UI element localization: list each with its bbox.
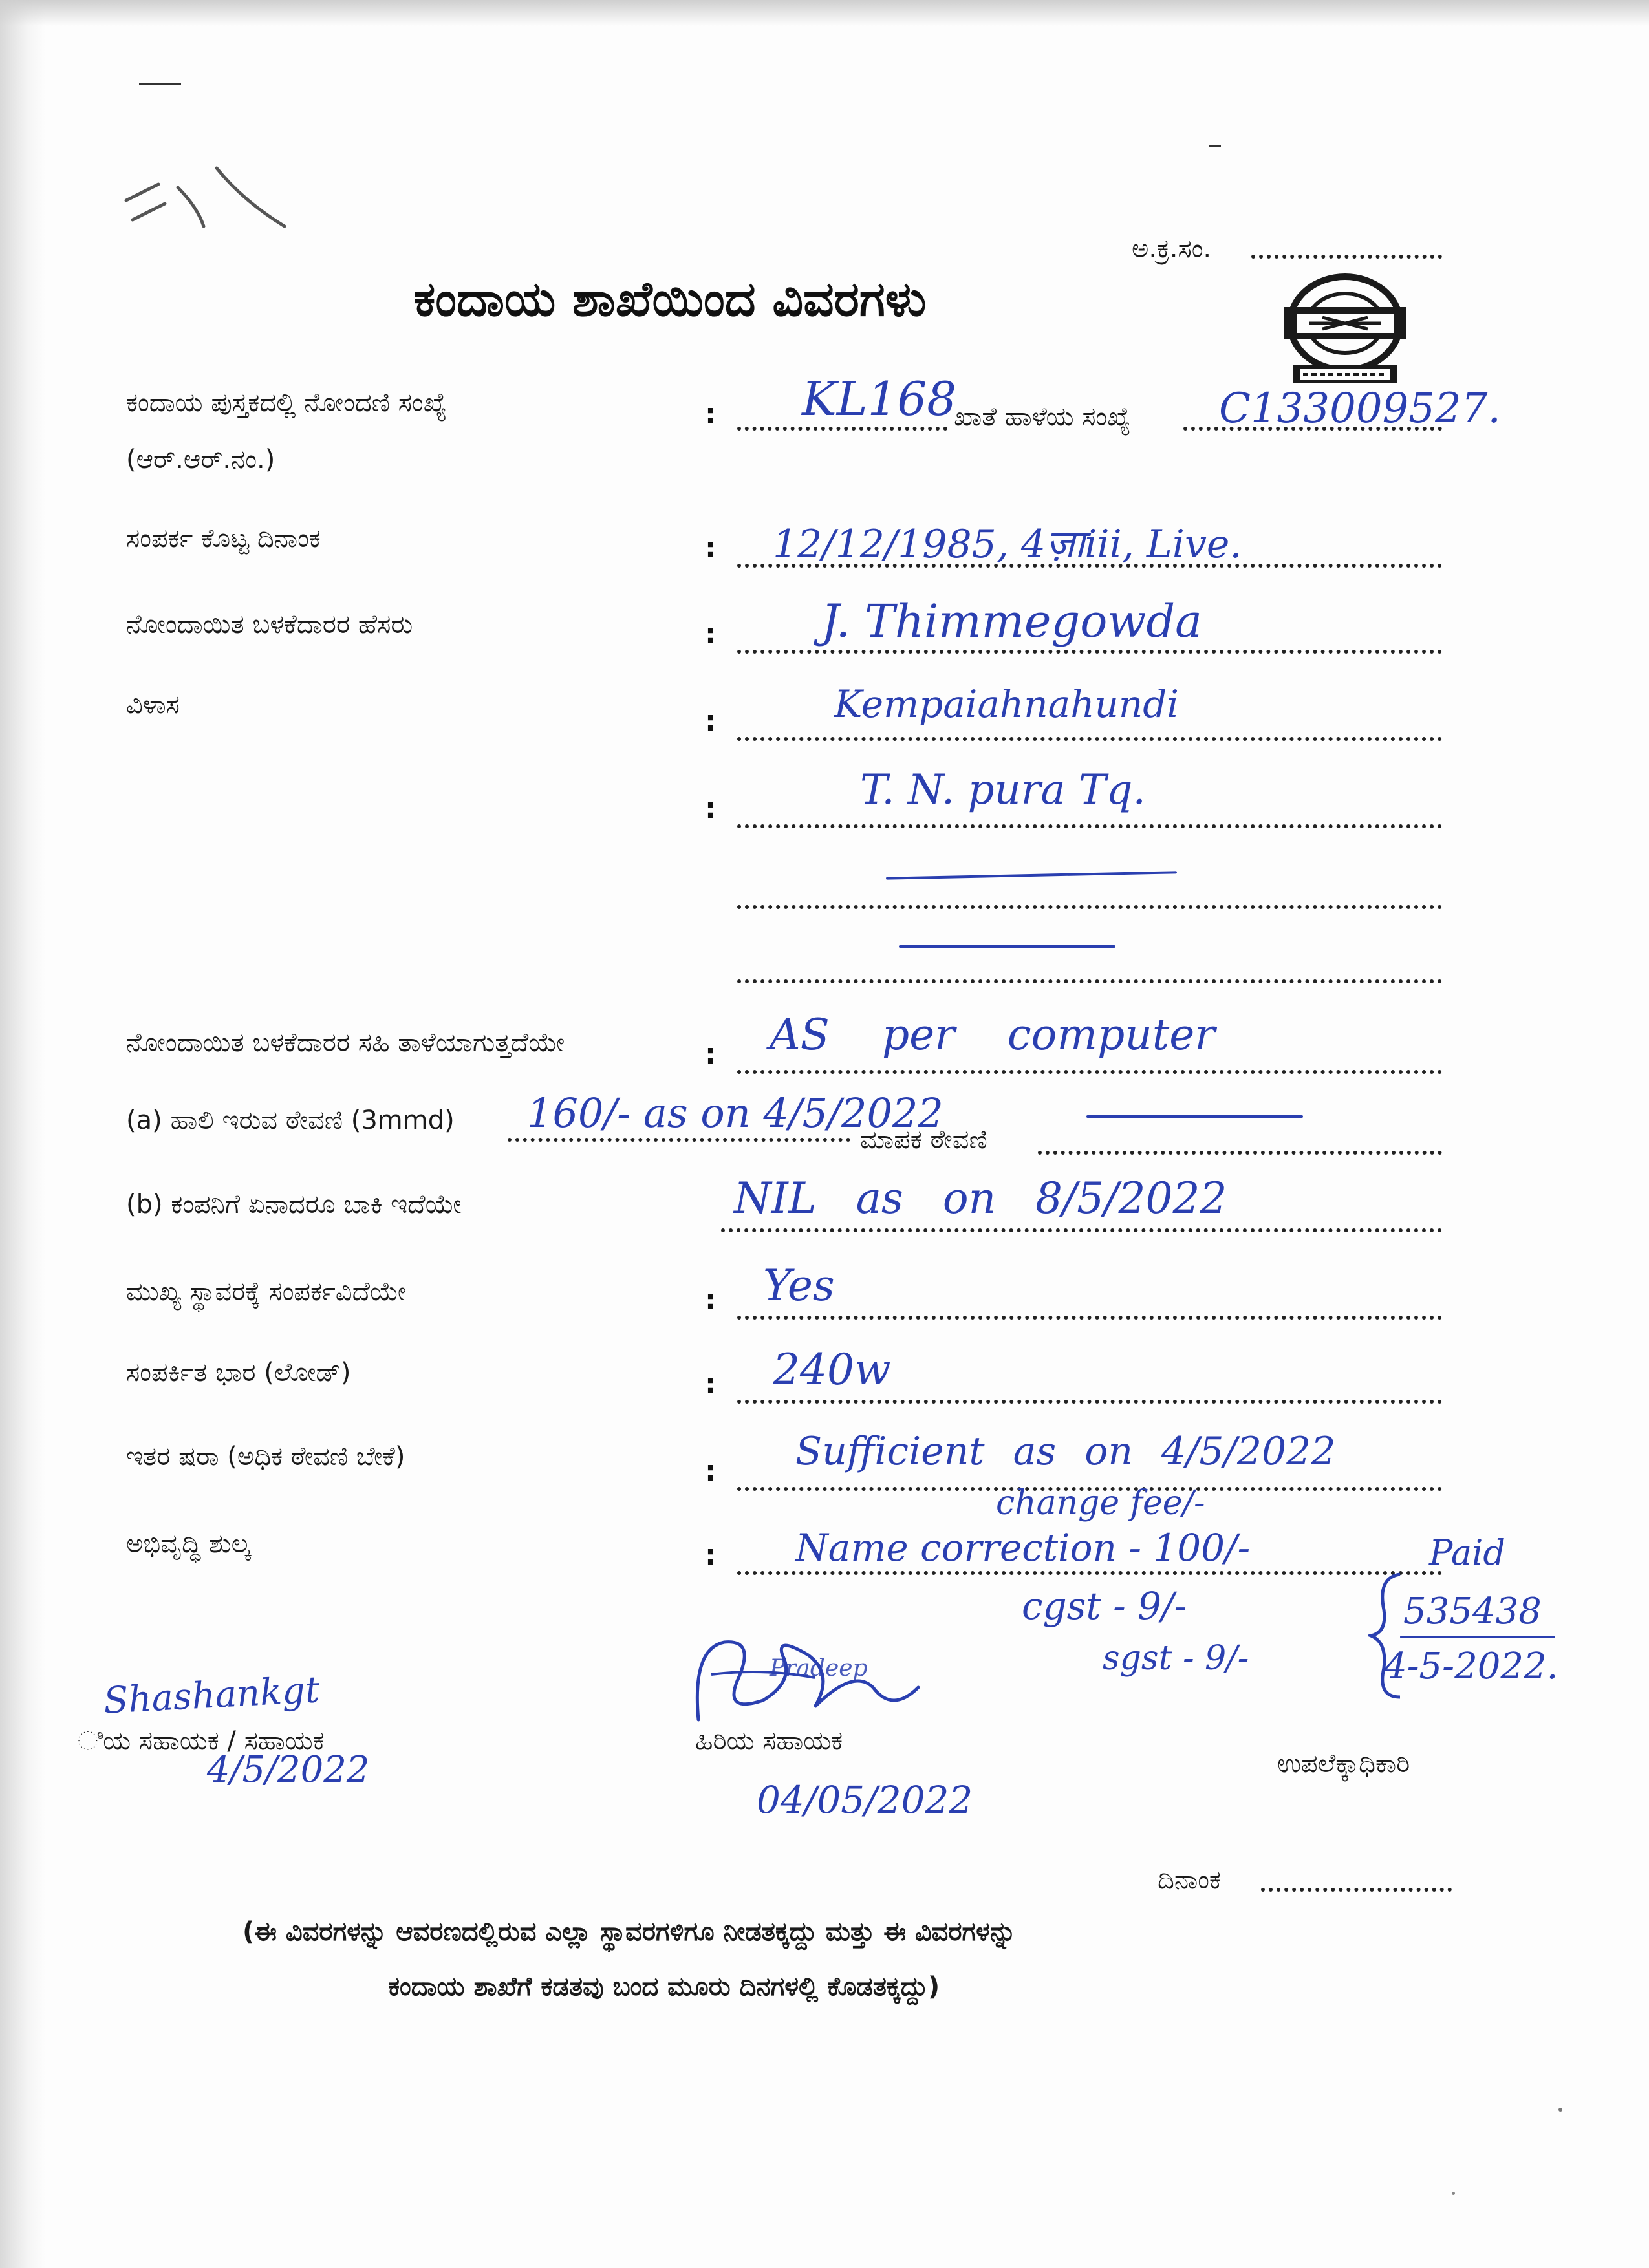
- current-consumption-value: 160/- as on 4/5/2022: [527, 1089, 943, 1137]
- dev-fee-dots: [737, 1571, 1442, 1575]
- footer-date-label: ದಿನಾಂಕ: [1158, 1865, 1221, 1895]
- remarks-value: Sufficient as on 4/5/2022: [795, 1429, 1336, 1474]
- paid-label: Paid: [1429, 1532, 1505, 1573]
- registration-label: ಕಂದಾಯ ಪುಸ್ತಕದಲ್ಲಿ ನೋಂದಣಿ ಸಂಖ್ಯೆ: [126, 388, 447, 418]
- load-dots: [737, 1400, 1442, 1404]
- holder-name-value: J. Thimmegowda: [821, 595, 1202, 648]
- dev-fee-note: change fee/-: [996, 1484, 1205, 1523]
- signature-match-dots: [737, 1070, 1442, 1074]
- footer-date-dots: [1261, 1888, 1452, 1892]
- junior-assistant-date: 4/5/2022: [207, 1749, 370, 1791]
- colon: :: [705, 1539, 717, 1572]
- holder-name-label: ನೋಂದಾಯಿತ ಬಳಕೆದಾರರ ಹೆಸರು: [126, 610, 413, 639]
- address-dots-3: [737, 905, 1442, 909]
- officer-label: ಉಪಲೆಕ್ಕಾಧಿಕಾರಿ: [1277, 1749, 1410, 1779]
- colon: :: [705, 1038, 717, 1071]
- load-value: 240w: [773, 1345, 891, 1395]
- signature-match-value: AS per computer: [770, 1010, 1215, 1060]
- ref-number-label: ಅ.ಕ್ರ.ಸಂ.: [1132, 234, 1212, 264]
- page-title: ಕಂದಾಯ ಶಾಖೆಯಿಂದ ವಿವರಗಳು: [414, 272, 927, 327]
- pin-marks: [120, 162, 294, 239]
- colon: :: [705, 1283, 717, 1316]
- registration-value: KL168: [802, 372, 957, 426]
- senior-assistant-label: ಹಿರಿಯ ಸಹಾಯಕ: [695, 1726, 843, 1756]
- address-dots-2: [737, 824, 1442, 828]
- cgst-value: cgst - 9/-: [1022, 1584, 1187, 1628]
- connection-date-label: ಸಂಪರ್ಕ ಕೊಟ್ಟ ದಿನಾಂಕ: [126, 524, 321, 553]
- colon: :: [705, 1367, 717, 1400]
- corner-dash: [139, 83, 181, 85]
- company-seal-icon: [1271, 262, 1419, 391]
- footer-note-line-2: ಕಂದಾಯ ಶಾಖೆಗೆ ಕಡತವು ಬಂದ ಮೂರು ದಿನಗಳಲ್ಲಿ ಕೊಡತಕ್ಕದ್ದು): [388, 1972, 940, 2002]
- address-strike-2: [899, 945, 1116, 948]
- address-dots-4: [737, 979, 1442, 983]
- main-connection-label: ಮುಖ್ಯ ಸ್ಥಾವರಕ್ಕೆ ಸಂಪರ್ಕವಿದೆಯೇ: [126, 1277, 406, 1307]
- colon: :: [705, 398, 717, 431]
- meter-deposit-strike: [1086, 1115, 1303, 1118]
- current-consumption-dots: [508, 1138, 850, 1142]
- junior-assistant-label: ಿಯ ಸಹಾಯಕ / ಸಹಾಯಕ: [78, 1726, 325, 1756]
- colon: :: [705, 705, 717, 738]
- scan-edge-shadow: [0, 0, 45, 2268]
- dues-dots: [721, 1228, 1442, 1232]
- registration-dots: [737, 427, 947, 431]
- address-line-2: T. N. pura Tq.: [860, 766, 1146, 814]
- receipt-underline: [1400, 1636, 1555, 1638]
- colon: :: [705, 1455, 717, 1488]
- holder-name-dots: [737, 650, 1442, 654]
- receipt-date: 4-5-2022.: [1384, 1645, 1558, 1687]
- current-consumption-label: (a) ಹಾಲಿ ಇರುವ ಠೇವಣಿ (3mmd): [126, 1106, 455, 1135]
- colon: :: [705, 531, 717, 564]
- registration-sub-label: (ಆರ್.ಆರ್.ನಂ.): [126, 445, 275, 475]
- meter-deposit-dots: [1038, 1151, 1442, 1155]
- address-label: ವಿಳಾಸ: [126, 690, 180, 720]
- scan-speck: [1452, 2192, 1455, 2195]
- connection-date-value: 12/12/1985, 4ज़ाiii, Live.: [773, 522, 1242, 567]
- dues-label: (b) ಕಂಪನಿಗೆ ಏನಾದರೂ ಬಾಕಿ ಇದೆಯೇ: [126, 1190, 462, 1219]
- address-line-1: Kempaiahnahundi: [834, 682, 1179, 726]
- account-value: C133009527.: [1219, 385, 1501, 433]
- sgst-value: sgst - 9/-: [1103, 1639, 1249, 1678]
- scan-top-shadow: [0, 0, 1649, 26]
- remarks-label: ಇತರ ಷರಾ (ಅಧಿಕ ಠೇವಣಿ ಬೇಕೆ): [126, 1442, 405, 1471]
- scan-speck: [1558, 2108, 1562, 2112]
- signature-match-label: ನೋಂದಾಯಿತ ಬಳಕೆದಾರರ ಸಹಿ ತಾಳೆಯಾಗುತ್ತದೆಯೇ: [126, 1028, 565, 1058]
- senior-assistant-signature-scribble: [685, 1629, 931, 1739]
- footer-note-line-1: (ಈ ವಿವರಗಳನ್ನು ಆವರಣದಲ್ಲಿರುವ ಎಲ್ಲಾ ಸ್ಥಾವರಗಳಿಗೂ ನೀಡತಕ್ಕದ್ದು ಮತ್ತು ಈ ವಿವರಗಳನ್ನು: [242, 1917, 1017, 1947]
- dev-fee-value: Name correction - 100/-: [795, 1526, 1251, 1570]
- receipt-number: 535438: [1403, 1590, 1542, 1632]
- senior-assistant-date: 04/05/2022: [757, 1778, 973, 1822]
- main-connection-value: Yes: [763, 1261, 835, 1311]
- dev-fee-label: ಅಭಿವೃದ್ಧಿ ಶುಲ್ಕ: [126, 1529, 251, 1559]
- main-connection-dots: [737, 1316, 1442, 1320]
- address-dots-1: [737, 737, 1442, 741]
- senior-assistant-signature: Pradeep: [770, 1655, 868, 1682]
- top-dash: [1209, 145, 1221, 147]
- colon: :: [705, 617, 717, 650]
- account-label: ಖಾತೆ ಹಾಳೆಯ ಸಂಖ್ಯೆ: [954, 402, 1131, 432]
- colon: :: [705, 792, 717, 825]
- load-label: ಸಂಪರ್ಕಿತ ಭಾರ (ಲೋಡ್): [126, 1358, 351, 1387]
- dues-value: NIL as on 8/5/2022: [734, 1173, 1227, 1223]
- meter-deposit-label: ಮಾಪಕ ಠೇವಣಿ: [860, 1125, 987, 1155]
- junior-assistant-signature: Shashankgt: [102, 1669, 321, 1722]
- ref-number-dots: [1251, 255, 1442, 259]
